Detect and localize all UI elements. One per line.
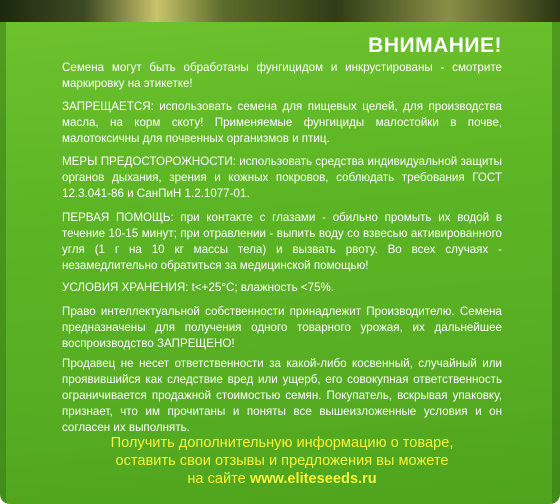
intellectual-property-notice: Право интеллектуальной собственности принадлежит Производителю. Семена предназначены для получения одного товарного урожая, их дальнейшее воспроизводство ЗАПРЕЩЕНО! — [62, 305, 502, 350]
prohibited-section: ЗАПРЕЩАЕТСЯ: использовать семена для пищевых целей, для производства масла, на корм скоту! Применяемые фунгициды малостойки в почве, малотоксичны для почвенных организмов и птиц. — [62, 100, 502, 145]
foil-top-strip — [0, 0, 560, 22]
storage-conditions: УСЛОВИЯ ХРАНЕНИЯ: t<+25°C; влажность <75%. — [62, 281, 335, 294]
footer-line-2: оставить свои отзывы и предложения вы можете — [115, 453, 449, 469]
treatment-notice: Семена могут быть обработаны фунгицидом и инкрустированы - смотрите маркировку на этикетке! — [62, 61, 502, 90]
footer-line-3-prefix: на сайте — [187, 471, 250, 487]
seller-liability-notice: Продавец не несет ответственности за какой-либо косвенный, случайный или проявившийся как следствие вред или ущерб, его совокупная ответственность ограничивается продажной стоимостью семян. Покупатель, вскрывая упаковку, признает, что им прочитаны и поняты все вышеизложенные условия и он согласен их выполнять. — [62, 357, 502, 434]
footer-line-3 — [62, 470, 502, 488]
precautions-section: МЕРЫ ПРЕДОСТОРОЖНОСТИ: использовать средства индивидуальной защиты органов дыхания, зрения и кожных покровов, соблюдать требования ГОСТ 12.3.041-86 и СанПиН 1.2.1077-01. — [62, 155, 502, 200]
warning-heading: ВНИМАНИЕ! — [368, 34, 502, 57]
first-aid-section: ПЕРВАЯ ПОМОЩЬ: при контакте с глазами - обильно промыть их водой в течение 10-15 минут; при отравлении - выпить воду со взвесью активированного угля (1 г на 10 кг массы тела) и вызвать рвоту. Во всех случаях - незамедлительно обратиться за медицинской помощью! — [62, 211, 502, 272]
footer-info — [62, 434, 502, 488]
website-link[interactable]: www.eliteseeds.ru — [249, 471, 377, 487]
footer-line-1: Получить дополнительную информацию о товаре, — [110, 435, 454, 451]
decorative-stripe — [552, 22, 560, 504]
decorative-stripe — [0, 22, 6, 504]
